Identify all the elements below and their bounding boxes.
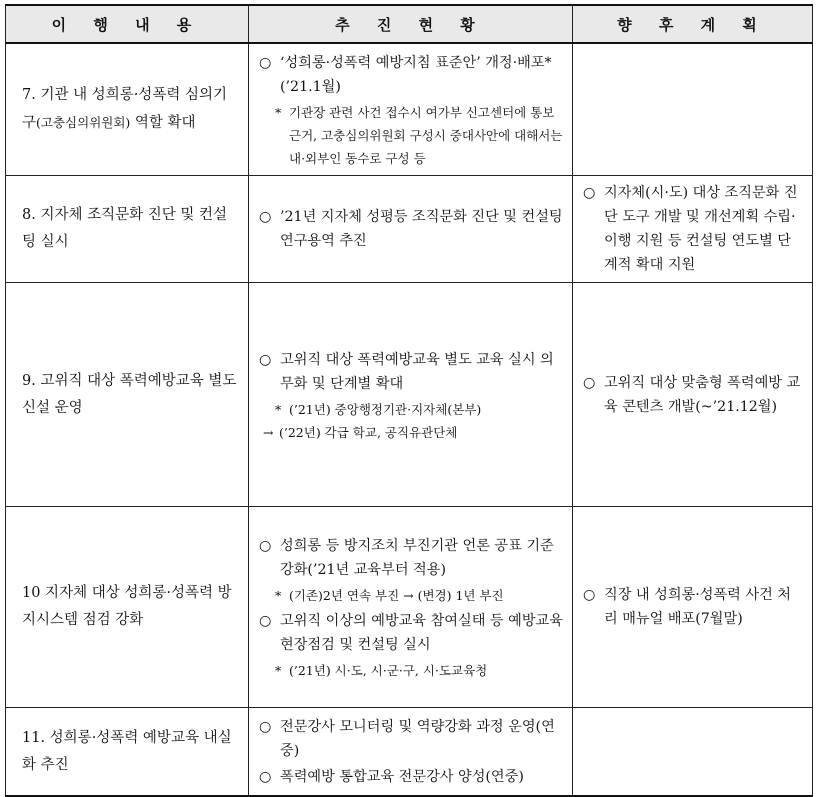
arrow-right-icon: → [263,424,274,440]
bullet-text: 고위직 이상의 예방교육 참여실태 등 예방교육 현장점검 및 컨설팅 실시 [280,613,563,653]
note-text: (’22년) 각급 학교, 공직유관단체 [279,424,458,440]
bullet-item [583,583,804,631]
bullet-item [259,348,564,396]
plan-cell [573,176,813,283]
bullet-text: 성희롱 등 방지조치 부진기관 언론 공표 기준 강화(’21년 교육부터 적용) [280,538,554,578]
bullet-item [259,205,564,253]
note-item [259,421,564,444]
plan-cell [573,708,813,797]
table-row [6,507,813,708]
note-text: (기존)2년 연속 부진 → (변경) 1년 부진 [289,588,504,603]
item-cell [6,507,249,708]
item-text: 8. 지자체 조직문화 진단 및 컨설팅 실시 [22,207,227,250]
bullet-text: ’21년 지자체 성평등 조직문화 진단 및 컨설팅 연구용역 추진 [280,209,563,249]
header-status: 추 진 현 황 [249,5,573,43]
bullet-item [259,765,564,789]
note-text: 기관장 관련 사건 접수시 여가부 신고센터에 통보 근거, 고충심의위원회 구성시 중대사안에 대해서는 내·외부인 동수로 구성 등 [289,105,563,166]
item-cell [6,708,249,797]
bullet-text: 고위직 대상 폭력예방교육 별도 교육 실시 의무화 및 단계별 확대 [280,351,554,392]
item-cell [6,176,249,283]
bullet-item [259,715,564,763]
circle-bullet-icon: ○ [259,209,272,225]
bullet-item [259,534,564,582]
item-suffix-text: 역할 확대 [130,115,196,131]
plan-cell [573,507,813,708]
asterisk-icon: * [275,105,282,120]
circle-bullet-icon: ○ [259,768,272,785]
document [5,4,813,797]
circle-bullet-icon: ○ [583,185,596,201]
asterisk-icon: * [275,401,282,417]
note-item [259,398,564,421]
bullet-item [259,51,564,99]
note-text: (’21년) 중앙행정기관·지자체(본부) [289,401,482,417]
plan-cell [573,283,813,507]
circle-bullet-icon: ○ [583,587,596,603]
item-text: 9. 고위직 대상 폭력예방교육 별도 신설 운영 [22,372,237,416]
bullet-text: 폭력예방 통합교육 전문강사 양성(연중) [280,768,524,785]
bullet-text: 지자체(시·도) 대상 조직문화 진단 도구 개발 및 개선계획 수립·이행 지원 등 컨설팅 연도별 단계적 확대 지원 [604,185,798,273]
circle-bullet-icon: ○ [259,55,272,71]
plan-cell [573,43,813,176]
implementation-table [5,4,813,797]
note-item [259,584,564,607]
bullet-item [583,181,804,277]
note-item [259,101,564,170]
status-cell [249,283,573,507]
table-row [6,708,813,797]
bullet-text: 전문강사 모니터링 및 역량강화 과정 운영(연중) [280,718,555,759]
status-cell [249,507,573,708]
circle-bullet-icon: ○ [259,538,272,554]
bullet-text: 직장 내 성희롱·성폭력 사건 처리 매뉴얼 배포(7월말) [604,587,792,627]
asterisk-icon: * [275,588,282,603]
status-cell [249,176,573,283]
item-cell [6,283,249,507]
circle-bullet-icon: ○ [259,613,272,629]
status-cell [249,43,573,176]
circle-bullet-icon: ○ [583,374,596,391]
note-item [259,659,564,682]
asterisk-icon: * [275,663,282,678]
bullet-item [259,609,564,657]
table-row [6,176,813,283]
table-row [6,283,813,507]
bullet-item [583,371,804,419]
bullet-text: ‘성희롱·성폭력 예방지침 표준안’ 개정·배포*(’21.1월) [280,55,552,95]
table-row [6,43,813,176]
status-cell [249,708,573,797]
item-text: 10 지자체 대상 성희롱·성폭력 방지시스템 점검 강화 [22,585,232,628]
note-text: (’21년) 시·도, 시·군·구, 시·도교육청 [289,663,488,678]
item-text: 7. 기관 내 성희롱·성폭력 심의기구 [22,87,227,131]
header-item: 이 행 내 용 [6,5,249,43]
circle-bullet-icon: ○ [259,718,272,735]
item-text: 11. 성희롱·성폭력 예방교육 내실화 추진 [22,729,232,773]
circle-bullet-icon: ○ [259,351,272,368]
item-cell [6,43,249,176]
header-row [6,5,813,43]
bullet-text: 고위직 대상 맞춤형 폭력예방 교육 콘텐츠 개발(~’21.12월) [604,374,801,415]
header-plan: 향 후 계 획 [573,5,813,43]
item-small-text: (고충심의위원회) [36,115,131,130]
